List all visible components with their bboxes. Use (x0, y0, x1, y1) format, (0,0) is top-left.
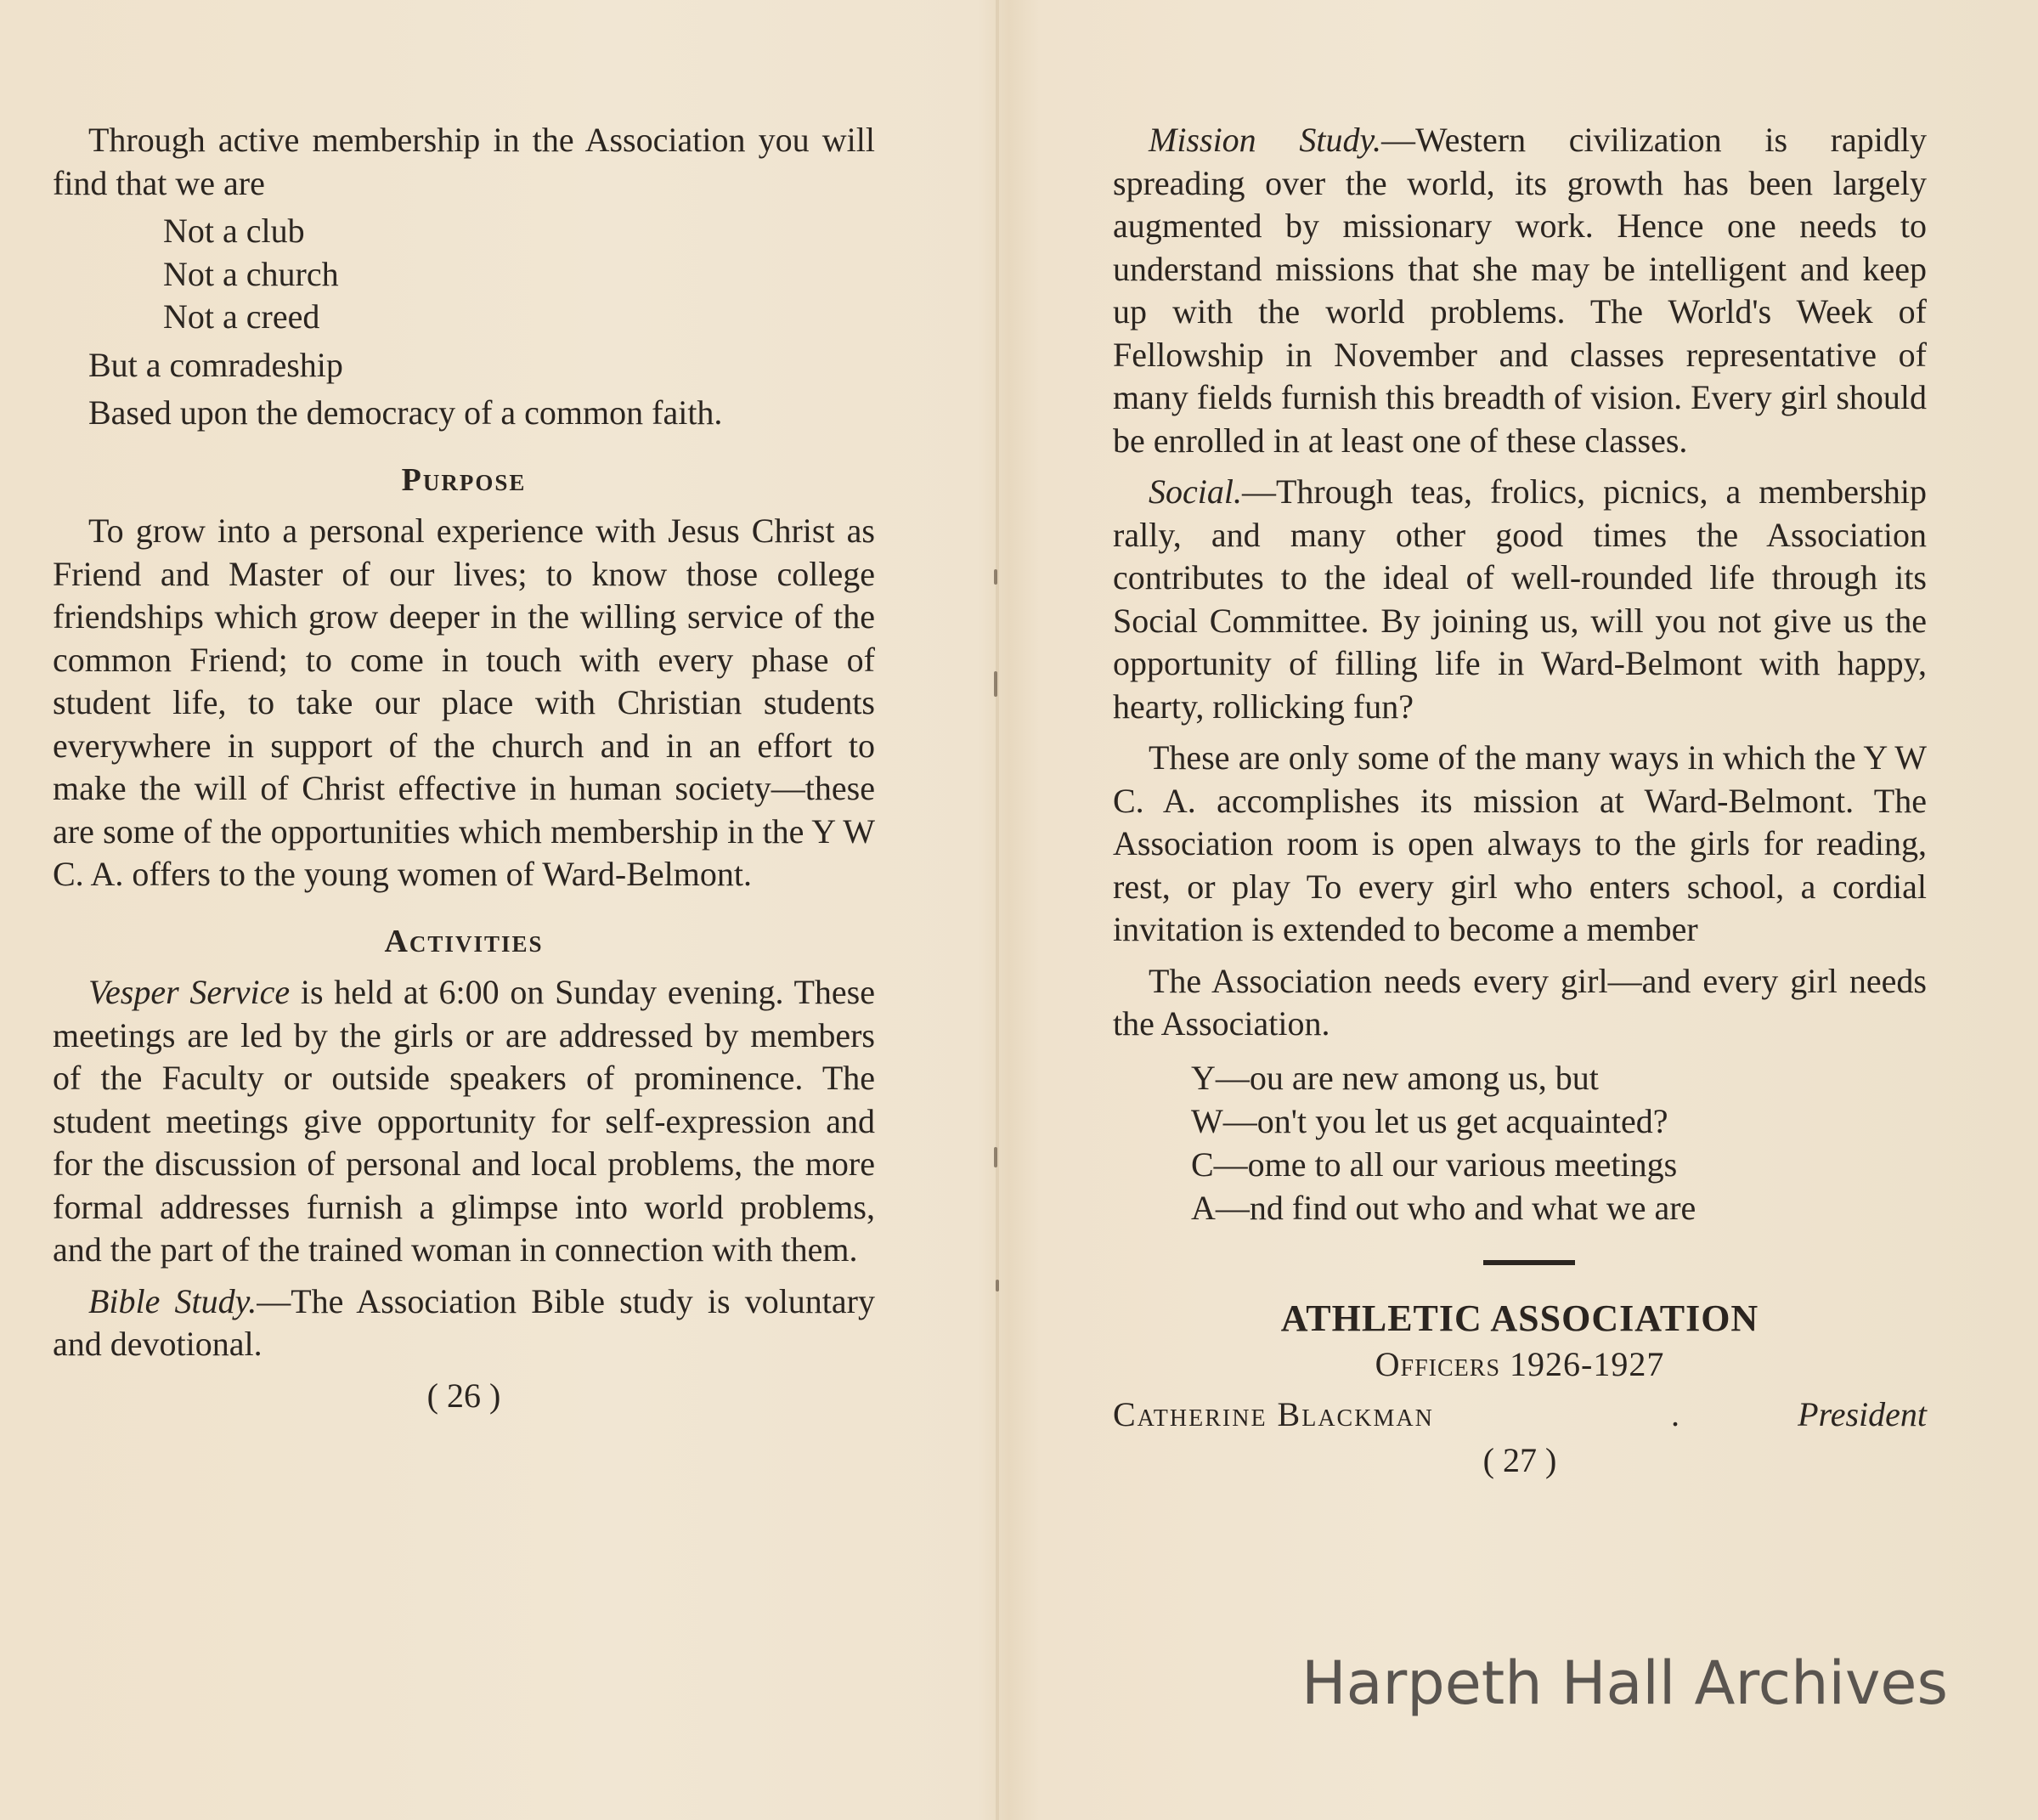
left-page (53, 119, 875, 1417)
officers-heading: Officers 1926-1927 (1375, 1345, 1665, 1383)
social-paragraph (1113, 471, 1927, 728)
not-list-item: Not a creed (163, 297, 320, 336)
officer-name: Catherine Blackman (1113, 1394, 1434, 1433)
ywca-acrostic (1113, 1056, 1927, 1229)
acrostic-line: W—on't you let us get acquainted? (1191, 1101, 1668, 1140)
bible-paragraph (53, 1280, 875, 1366)
acrostic-line: C—ome to all our various meetings (1191, 1145, 1678, 1184)
needs-paragraph: The Association needs every girl—and every girl needs the Association. (1113, 961, 1927, 1043)
athletic-heading: ATHLETIC ASSOCIATION (1280, 1297, 1759, 1339)
intro-text: Through active membership in the Association you will find that we are (53, 121, 875, 202)
not-list-item: Not a church (163, 254, 339, 293)
officer-title: President (1798, 1394, 1927, 1433)
but-line: But a comradeship (88, 345, 343, 384)
paper-speck (994, 1147, 997, 1167)
officer-row (1113, 1393, 1927, 1437)
purpose-heading: Purpose (401, 461, 527, 498)
right-page (1113, 119, 1927, 1483)
mission-text: —Western civilization is rapidly spreading over the world, its growth has been largely augmented by missionary work. Hence one needs to understand missions that she may be intelligent and keep up with the world problems. The World's Week of Fellowship in November and classes representative of many fields furnish this breadth of vision. Every girl should be enrolled in at least one of these classes. (1113, 121, 1927, 460)
archive-watermark: Harpeth Hall Archives (1301, 1648, 1948, 1718)
page-number-left: ( 26 ) (426, 1376, 501, 1415)
paper-speck (994, 569, 997, 585)
paper-speck (994, 671, 997, 697)
these-paragraph: These are only some of the many ways in which the Y W C. A. accomplishes its mission at Ward-Belmont. The Association room is open always to the girls for reading, rest, or play To every girl who enters school, a cordial invitation is extended to become a member (1113, 738, 1927, 948)
acrostic-line: A—nd find out who and what we are (1191, 1188, 1696, 1227)
activities-heading: Activities (384, 923, 544, 959)
not-list-item: Not a club (163, 212, 305, 250)
paper-speck (996, 1280, 999, 1292)
bible-lead: Bible Study. (88, 1281, 257, 1320)
mission-paragraph (1113, 119, 1927, 462)
vesper-paragraph (53, 971, 875, 1272)
section-divider (1483, 1260, 1575, 1265)
purpose-text: To grow into a personal experience with Jesus Christ as Friend and Master of our lives; to know those college friendships which grow deeper in the willing service of the common Friend; to come in touch with every phase of student life, to take our place with Christian students everywhere in support of the church and in an effort to make the will of Christ effective in human society—these are some of the opportunities which membership in the Y W C. A. offers to the young women of Ward-Belmont. (53, 512, 875, 893)
page-number-right: ( 27 ) (1482, 1441, 1557, 1479)
social-text: —Through teas, frolics, picnics, a membership rally, and many other good times the Association contributes to the ideal of well-rounded life through its Social Committee. By joining us, will you not give us the opportunity of filling life in Ward-Belmont with happy, hearty, rollicking fun? (1113, 472, 1927, 726)
social-lead: Social. (1149, 472, 1242, 511)
vesper-lead: Vesper Service (88, 973, 291, 1011)
vesper-text: is held at 6:00 on Sunday evening. These meetings are led by the girls or are addressed by members of the Faculty or outside speakers of prominence. The student meetings give opportunity for self-expression and for the discussion of personal and local problems, the more formal addresses furnish a glimpse into world problems, and the part of the trained woman in connection with them. (53, 973, 875, 1269)
acrostic-line: Y—ou are new among us, but (1191, 1058, 1599, 1097)
bible-text: —The Association Bible study is voluntary and devotional. (53, 1281, 875, 1363)
not-list (53, 210, 875, 339)
leader-dot: . (1670, 1394, 1680, 1433)
based-line: Based upon the democracy of a common faith. (88, 393, 723, 432)
page-gutter (996, 0, 999, 1820)
mission-lead: Mission Study. (1149, 121, 1382, 159)
